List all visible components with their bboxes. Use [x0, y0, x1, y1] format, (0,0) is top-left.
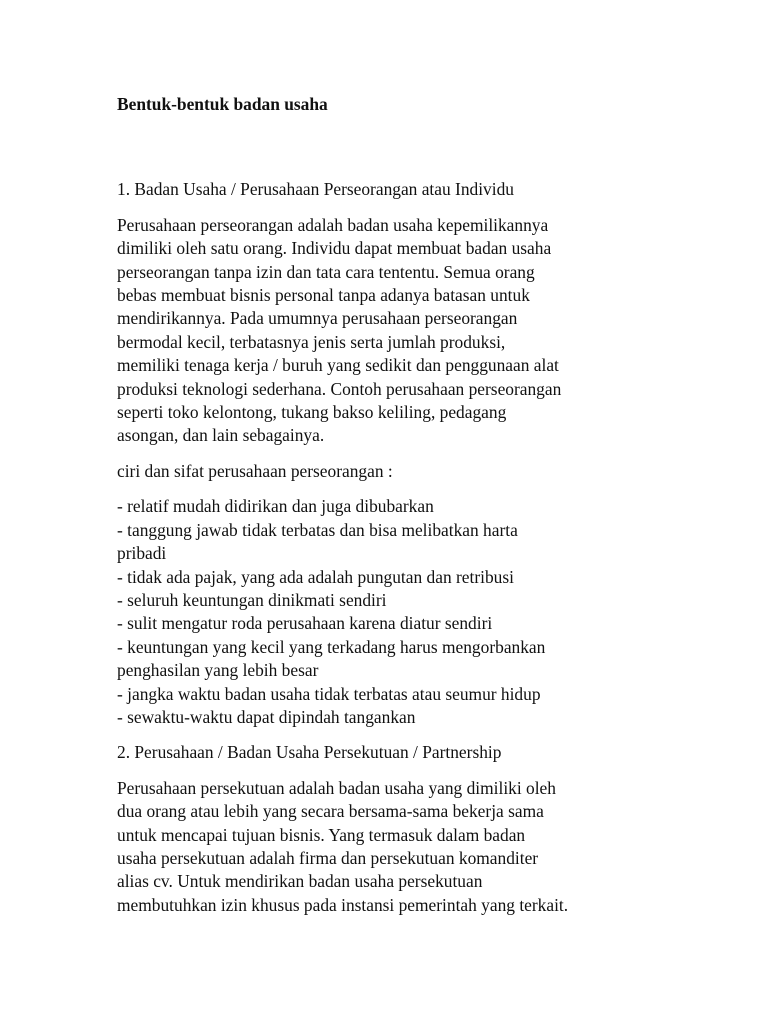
spacer — [117, 765, 677, 777]
list-item: - sulit mengatur roda perusahaan karena diatur sendiri — [117, 613, 493, 634]
paragraph-line: perseorangan tanpa izin dan tata cara tententu. Semua orang — [117, 261, 535, 282]
list-item: penghasilan yang lebih besar — [117, 660, 319, 681]
paragraph-line: membutuhkan izin khusus pada instansi pemerintah yang terkait. — [117, 894, 569, 915]
document-body — [117, 93, 677, 917]
list-item: - tidak ada pajak, yang ada adalah pungutan dan retribusi — [117, 566, 514, 587]
list-item: - tanggung jawab tidak terbatas dan bisa melibatkan harta — [117, 519, 518, 540]
paragraph-line: Perusahaan persekutuan adalah badan usaha yang dimiliki oleh — [117, 777, 556, 798]
paragraph-line: mendirikannya. Pada umumnya perusahaan perseorangan — [117, 308, 518, 329]
paragraph-line: dua orang atau lebih yang secara bersama-sama bekerja sama — [117, 801, 544, 822]
list-item: - jangka waktu badan usaha tidak terbatas atau seumur hidup — [117, 683, 541, 704]
list-item: - relatif mudah didirikan dan juga dibubarkan — [117, 496, 434, 517]
spacer — [117, 202, 677, 214]
paragraph-line: bermodal kecil, terbatasnya jenis serta jumlah produksi, — [117, 331, 506, 352]
paragraph-line: dimiliki oleh satu orang. Individu dapat membuat badan usaha — [117, 238, 552, 259]
paragraph-line: usaha persekutuan adalah firma dan persekutuan komanditer — [117, 847, 539, 868]
spacer — [117, 116, 677, 178]
paragraph-line: memiliki tenaga kerja / buruh yang sedikit dan penggunaan alat — [117, 355, 559, 376]
paragraph-line: seperti toko kelontong, tukang bakso keliling, pedagang — [117, 402, 507, 423]
document-title: Bentuk-bentuk badan usaha — [117, 94, 328, 114]
section-2-paragraph — [117, 777, 677, 917]
traits-list — [117, 495, 677, 729]
list-item: - keuntungan yang kecil yang terkadang harus mengorbankan — [117, 636, 546, 657]
traits-heading: ciri dan sifat perusahaan perseorangan : — [117, 460, 393, 481]
paragraph-line: untuk mencapai tujuan bisnis. Yang termasuk dalam badan — [117, 824, 526, 845]
list-item: - seluruh keuntungan dinikmati sendiri — [117, 589, 387, 610]
paragraph-line: bebas membuat bisnis personal tanpa adanya batasan untuk — [117, 285, 530, 306]
section-1-paragraph — [117, 214, 677, 448]
spacer — [117, 448, 677, 460]
paragraph-line: asongan, dan lain sebagainya. — [117, 425, 325, 446]
spacer — [117, 729, 677, 741]
paragraph-line: alias cv. Untuk mendirikan badan usaha persekutuan — [117, 871, 483, 892]
paragraph-line: Perusahaan perseorangan adalah badan usaha kepemilikannya — [117, 214, 549, 235]
list-item: - sewaktu-waktu dapat dipindah tangankan — [117, 706, 416, 727]
spacer — [117, 483, 677, 495]
list-item: pribadi — [117, 543, 167, 564]
paragraph-line: produksi teknologi sederhana. Contoh perusahaan perseorangan — [117, 378, 562, 399]
section-2-heading: 2. Perusahaan / Badan Usaha Persekutuan / Partnership — [117, 742, 502, 763]
section-1-heading: 1. Badan Usaha / Perusahaan Perseorangan atau Individu — [117, 179, 514, 200]
